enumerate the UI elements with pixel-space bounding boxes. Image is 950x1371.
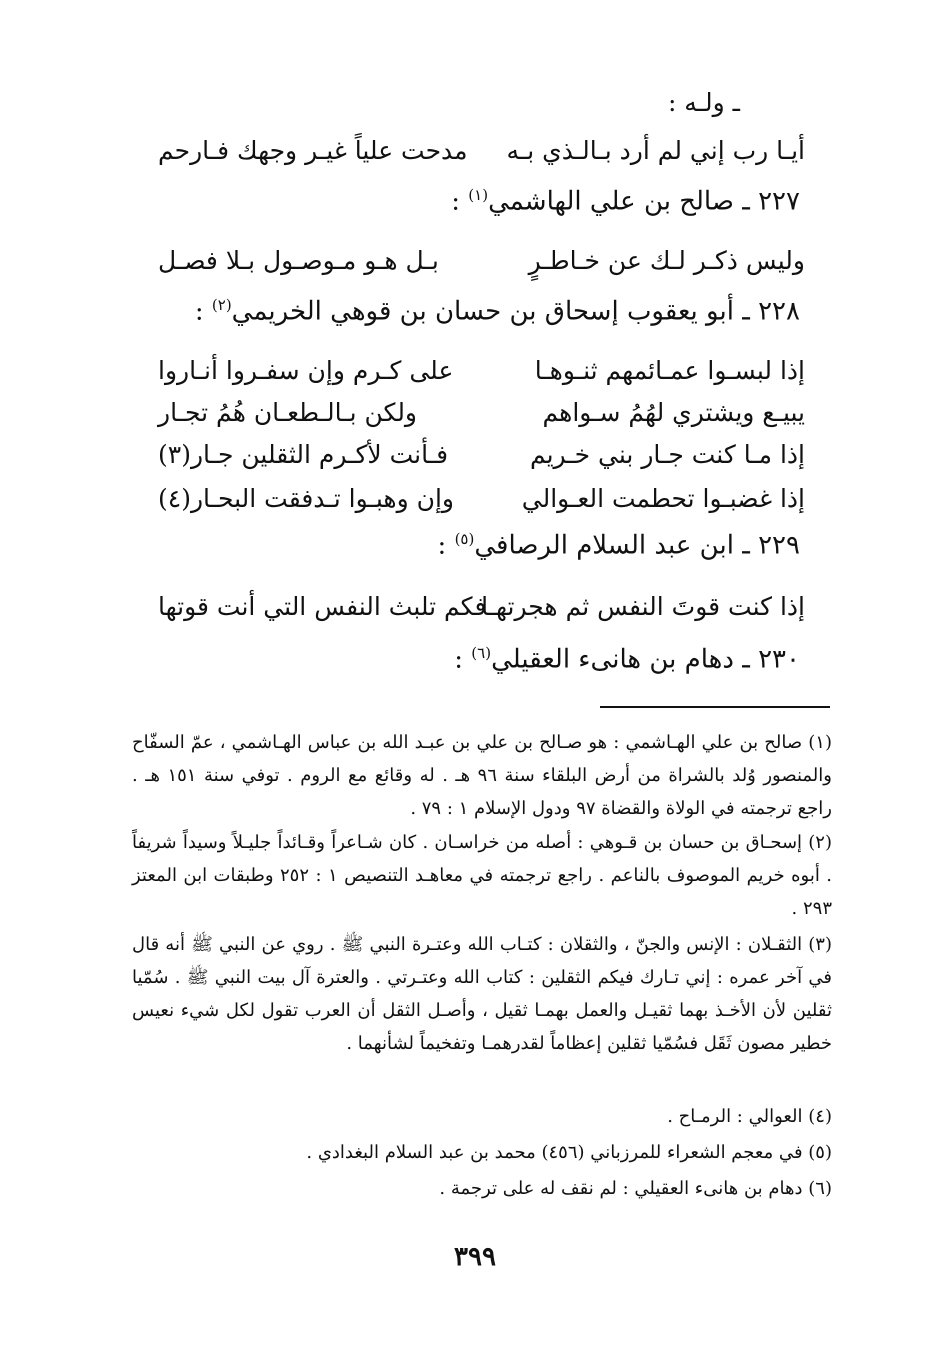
entry-heading-230 [454, 644, 800, 675]
heading-colon: : [194, 296, 212, 327]
entry-heading-228 [195, 296, 800, 327]
heading-text: ٢٢٩ ـ ابن عبد السلام الرصافي [474, 530, 800, 561]
verse-second-hemistich: ولكن بـالـطعـان هُمُ تجـار [158, 398, 418, 427]
verse-first-hemistich: أيـا رب إني لم أرد بـالـذي بـه [506, 136, 805, 165]
verse-second-hemistich: فـأنت لأكـرم الثقلين جـار(٣) [158, 440, 449, 469]
verse-second-hemistich: فكم تلبث النفس التي أنت قوتها [158, 592, 487, 621]
verse-first-hemistich: إذا مـا كنت جـار بني خـريم [529, 440, 805, 469]
entry-heading-227 [451, 186, 800, 217]
footnote-divider [600, 706, 830, 708]
entry-heading-229 [438, 530, 800, 561]
verse-second-hemistich: مدحت علياً غيـر وجهك فـارحم [158, 136, 468, 165]
intro-line: ـ ولـه : [667, 88, 740, 117]
footnote-marker: (١) [468, 186, 489, 204]
verse-first-hemistich: يبيـع ويشتري لهُمُ سـواهم [542, 398, 805, 427]
heading-colon: : [454, 644, 472, 675]
verse-first-hemistich: إذا لبسـوا عمـائمهم ثنـوهـا [534, 356, 805, 385]
footnote-marker: (٥) [454, 530, 475, 548]
heading-text: ٢٣٠ ـ دهام بن هانىء العقيلي [491, 644, 800, 675]
footnote-2: (٢) إسحـاق بن حسان بن قـوهي : أصله من خراسـان . كان شـاعراً وقـائداً جليـلاً وسيداً شريفاً . أبوه خريم الموصوف بالناعم . راجع ترجمته في معاهـد التنصيص ١ : ٢٥٢ وطبقات ابن المعتز ٢٩٣ . [132, 832, 833, 919]
verse-first-hemistich: إذا كنت قوتَ النفس ثم هجرتهـا [481, 592, 805, 621]
heading-text: ٢٢٧ ـ صالح بن علي الهاشمي [488, 186, 800, 217]
footnote-1: (١) صالح بن علي الهـاشمي : هو صـالح بن علي بن عبـد الله بن عباس الهـاشمي ، عمّ السفّاح والمنصور وُلد بالشراة من أرض البلقاء سنة ٩٦ هـ . له وقائع مع الروم . توفي سنة ١٥١ هـ . راجع ترجمته في الولاة والقضاة ٩٧ ودول الإسلام ١ : ٧٩ . [132, 732, 832, 819]
page-number: ٣٩٩ [454, 1242, 496, 1272]
footnote-marker: (٢) [211, 296, 232, 314]
footnote-marker: (٦) [471, 644, 492, 662]
footnote-3: (٣) الثقـلان : الإنس والجنّ ، والثقلان : كتـاب الله وعتـرة النبي ﷺ . روي عن النبي ﷺ أنه قال في آخر عمره : إني تـارك فيكم الثقلين : كتاب الله وعتـرتي . والعترة آل بيت النبي ﷺ . سُمّيا ثقلين لأن الأخـذ بهما ثقيـل والعمل بهمـا ثقيل ، وأصـل الثقل أن العرب تقول لكل شيء نعيس خطير مصون ثَقَل فسُمّيا ثقلين إعظاماً لقدرهمـا وتفخيماً لشأنهما . [132, 934, 832, 1054]
footnote-6: (٦) دهام بن هانىء العقيلي : لم نقف له على ترجمة . [439, 1178, 832, 1199]
verse-second-hemistich: على كـرم وإن سفـروا أنـاروا [158, 356, 454, 385]
footnote-5: (٥) في معجم الشعراء للمرزباني (٤٥٦) محمد بن عبد السلام البغدادي . [306, 1142, 832, 1163]
verse-second-hemistich: وإن وهبـوا تـدفقت البحـار(٤) [158, 484, 454, 513]
verse-first-hemistich: وليس ذكـر لـك عن خـاطـرٍ [528, 246, 805, 275]
verse-first-hemistich: إذا غضبـوا تحطمت العـوالي [521, 484, 805, 513]
footnote-4: (٤) العوالي : الرمـاح . [667, 1106, 832, 1127]
heading-text: ٢٢٨ ـ أبو يعقوب إسحاق بن حسان بن قوهي الخريمي [231, 296, 800, 327]
heading-colon: : [437, 530, 455, 561]
heading-colon: : [451, 186, 469, 217]
verse-second-hemistich: بـل هـو مـوصـول بـلا فصـل [158, 246, 439, 275]
